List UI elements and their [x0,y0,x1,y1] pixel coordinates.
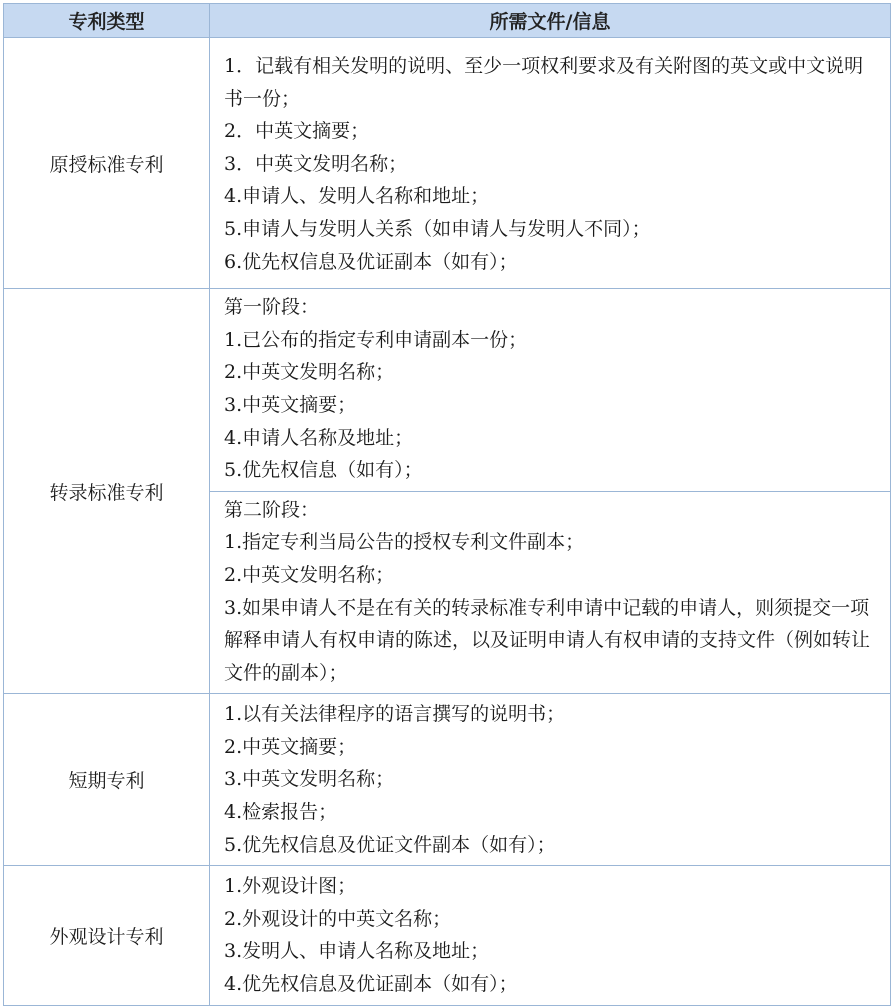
table-row [4,866,891,1005]
header-row [4,4,891,38]
header-required-docs: 所需文件/信息 [210,4,891,38]
list-item: 6.优先权信息及优证副本（如有）； [224,250,518,273]
list-item: 4.检索报告； [224,801,338,824]
requirements-cell [210,866,891,1005]
patent-type-cell: 原授标准专利 [4,38,210,289]
table-row [4,694,891,866]
table-row [4,38,891,289]
patent-requirements-table [3,3,891,1006]
list-item: 4.申请人名称及地址； [224,426,414,449]
list-item: 3.中英文发明名称； [224,768,395,791]
stage-title: 第二阶段： [224,498,320,521]
patent-type-cell: 转录标准专利 [4,289,210,694]
list-item: 2．中英文摘要； [224,120,370,143]
list-item: 2.外观设计的中英文名称； [224,907,452,930]
list-item: 1．记载有相关发明的说明、至少一项权利要求及有关附图的英文或中文说明书一份； [224,55,864,110]
list-item: 1.以有关法律程序的语言撰写的说明书； [224,703,566,726]
list-item: 1.外观设计图； [224,875,357,898]
list-item: 5.申请人与发明人关系（如申请人与发明人不同）； [224,217,651,240]
requirements-cell-stage-2 [210,491,891,694]
patent-type-cell: 外观设计专利 [4,866,210,1005]
list-item: 2.中英文发明名称； [224,563,395,586]
list-item: 2.中英文摘要； [224,735,357,758]
list-item: 5.优先权信息及优证文件副本（如有）； [224,833,556,856]
patent-type-cell: 短期专利 [4,694,210,866]
requirements-cell [210,38,891,289]
list-item: 3.如果申请人不是在有关的转录标准专利申请中记载的申请人，则须提交一项解释申请人有权申请的陈述，以及证明申请人有权申请的支持文件（例如转让文件的副本）； [224,596,871,684]
header-patent-type: 专利类型 [4,4,210,38]
list-item: 3.发明人、申请人名称及地址； [224,940,490,963]
list-item: 3.中英文摘要； [224,393,357,416]
list-item: 1.指定专利当局公告的授权专利文件副本； [224,531,585,554]
requirements-cell [210,694,891,866]
list-item: 5.优先权信息（如有）； [224,459,423,482]
list-item: 4.优先权信息及优证副本（如有）； [224,973,518,996]
requirements-cell-stage-1 [210,289,891,492]
list-item: 2.中英文发明名称； [224,361,395,384]
list-item: 1.已公布的指定专利申请副本一份； [224,328,528,351]
stage-title: 第一阶段： [224,296,320,319]
list-item: 3．中英文发明名称； [224,152,408,175]
list-item: 4.申请人、发明人名称和地址； [224,185,490,208]
table-row [4,289,891,492]
